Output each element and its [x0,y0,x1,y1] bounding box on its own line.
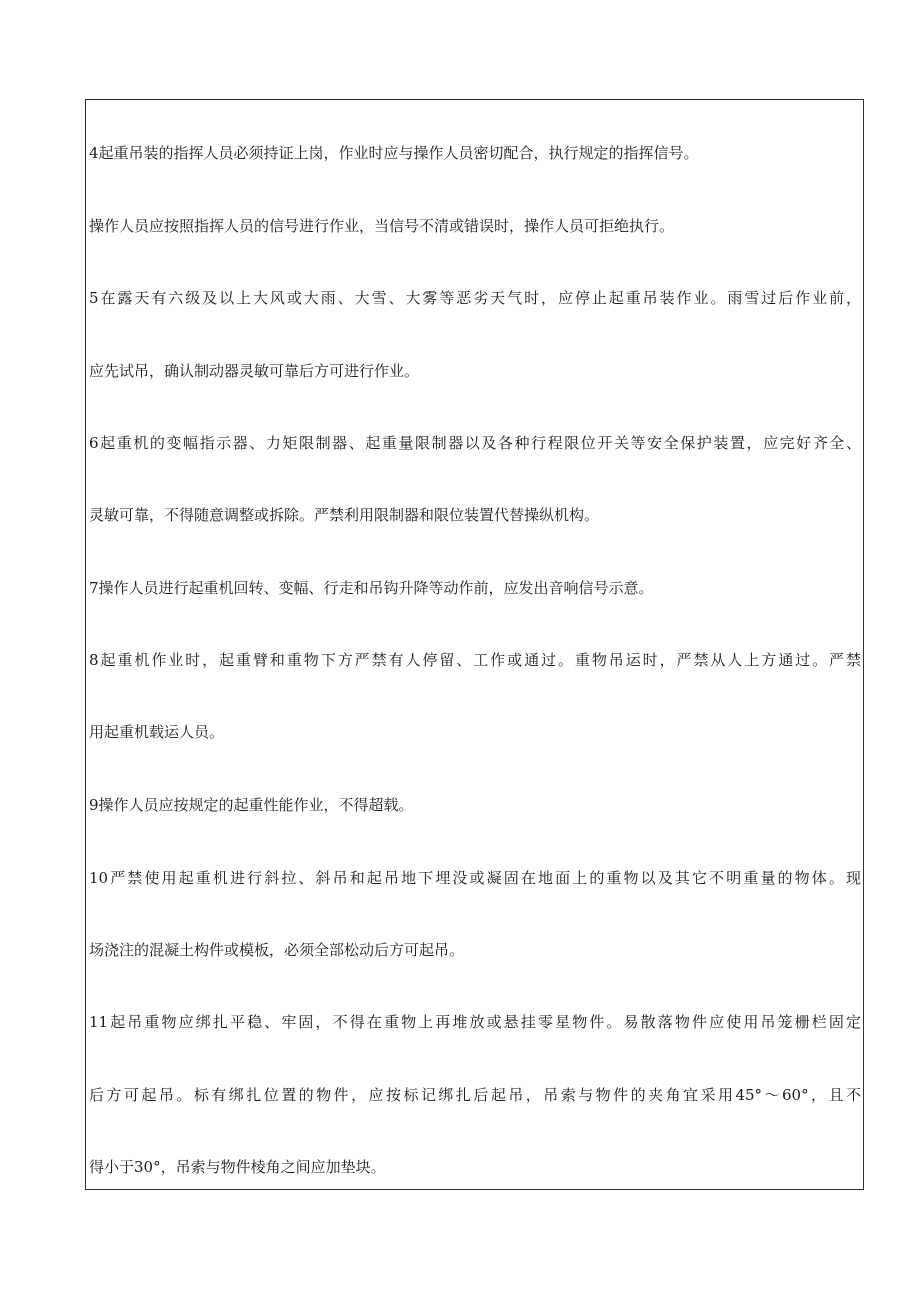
text-line: 场浇注的混凝土构件或模板，必须全部松动后方可起吊。 [89,941,465,959]
text-line: 用起重机载运人员。 [89,723,225,741]
text-line: 得小于30°，吊索与物件棱角之间应加垫块。 [89,1158,386,1176]
text-line: 6起重机的变幅指示器、力矩限制器、起重量限制器以及各种行程限位开关等安全保护装置，应完好齐全、 [89,434,861,452]
text-line: 7操作人员进行起重机回转、变幅、行走和吊钩升降等动作前，应发出音响信号示意。 [89,579,654,597]
text-line: 10严禁使用起重机进行斜拉、斜吊和起吊地下埋没或凝固在地面上的重物以及其它不明重量的物体。现 [89,869,861,887]
text-line: 5在露天有六级及以上大风或大雨、大雪、大雾等恶劣天气时，应停止起重吊装作业。雨雪过后作业前， [89,289,861,307]
document-frame [85,99,864,1190]
text-line: 后方可起吊。标有绑扎位置的物件，应按标记绑扎后起吊，吊索与物件的夹角宜采用45°～60°，且不 [89,1086,861,1104]
text-line: 9操作人员应按规定的起重性能作业，不得超载。 [89,796,414,814]
text-line: 应先试吊，确认制动器灵敏可靠后方可进行作业。 [89,362,420,380]
text-line: 8起重机作业时，起重臂和重物下方严禁有人停留、工作或通过。重物吊运时，严禁从人上方通过。严禁 [89,651,861,669]
text-line: 灵敏可靠，不得随意调整或拆除。严禁利用限制器和限位装置代替操纵机构。 [89,506,600,524]
text-line: 操作人员应按照指挥人员的信号进行作业，当信号不清或错误时，操作人员可拒绝执行。 [89,217,675,235]
text-line: 4起重吊装的指挥人员必须持证上岗，作业时应与操作人员密切配合，执行规定的指挥信号。 [89,144,699,162]
text-line: 11起吊重物应绑扎平稳、牢固，不得在重物上再堆放或悬挂零星物件。易散落物件应使用吊笼栅栏固定 [89,1013,861,1031]
